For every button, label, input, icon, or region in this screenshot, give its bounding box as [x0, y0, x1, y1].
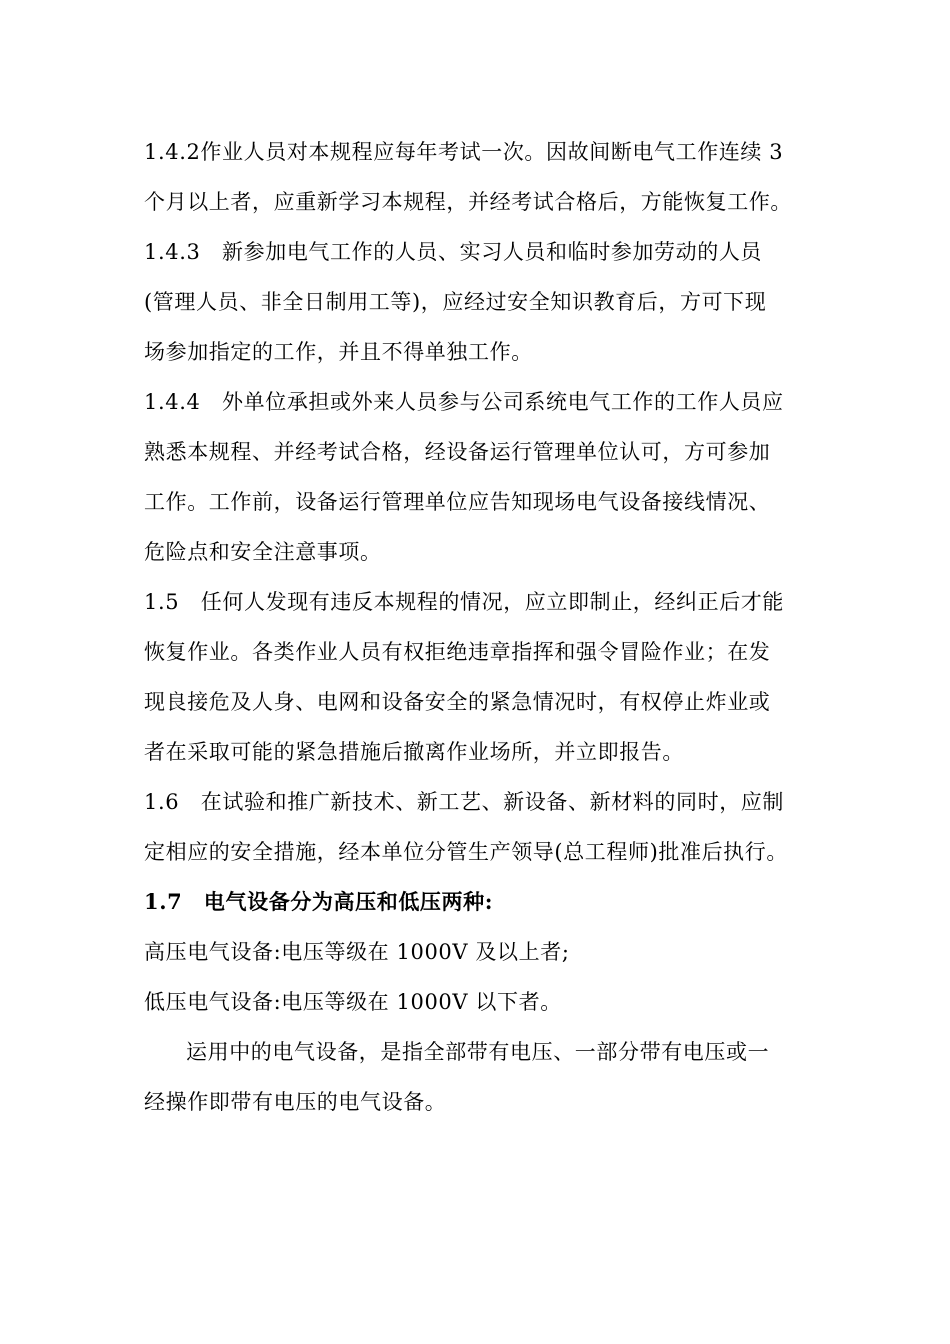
text-line: 运用中的电气设备，是指全部带有电压、一部分带有电压或一: [186, 1040, 770, 1064]
text-line: 低压电气设备:电压等级在 1000V 以下者。: [144, 990, 562, 1014]
text-line: 恢复作业。各类作业人员有权拒绝违章指挥和强令冒险作业；在发: [144, 640, 771, 664]
text-line: 熟悉本规程、并经考试合格，经设备运行管理单位认可，方可参加: [144, 440, 771, 464]
text-line: 高压电气设备:电压等级在 1000V 及以上者;: [144, 940, 570, 964]
text-line: 场参加指定的工作，并且不得单独工作。: [144, 340, 533, 364]
text-line: 经操作即带有电压的电气设备。: [144, 1090, 447, 1114]
text-line: 工作。工作前，设备运行管理单位应告知现场电气设备接线情况、: [144, 490, 771, 514]
text-line: 1.4.2作业人员对本规程应每年考试一次。因故间断电气工作连续 3: [144, 140, 784, 164]
text-line: 危险点和安全注意事项。: [144, 540, 382, 564]
text-line: 1.5 任何人发现有违反本规程的情况，应立即制止，经纠正后才能: [144, 590, 784, 614]
text-line: 者在采取可能的紧急措施后撤离作业场所，并立即报告。: [144, 740, 684, 764]
text-line: 个月以上者，应重新学习本规程，并经考试合格后，方能恢复工作。: [144, 190, 792, 214]
text-line: 现良接危及人身、电网和设备安全的紧急情况时，有权停止炸业或: [144, 690, 771, 714]
text-line: 定相应的安全措施，经本单位分管生产领导(总工程师)批准后执行。: [144, 840, 788, 864]
text-line: (管理人员、非全日制用工等)，应经过安全知识教育后，方可下现: [144, 290, 767, 314]
text-line: 1.4.4 外单位承担或外来人员参与公司系统电气工作的工作人员应: [144, 390, 784, 414]
text-line: 1.6 在试验和推广新技术、新工艺、新设备、新材料的同时，应制: [144, 790, 784, 814]
text-line: 1.4.3 新参加电气工作的人员、实习人员和临时参加劳动的人员: [144, 240, 763, 264]
section-heading: 1.7 电气设备分为高压和低压两种:: [144, 889, 494, 914]
